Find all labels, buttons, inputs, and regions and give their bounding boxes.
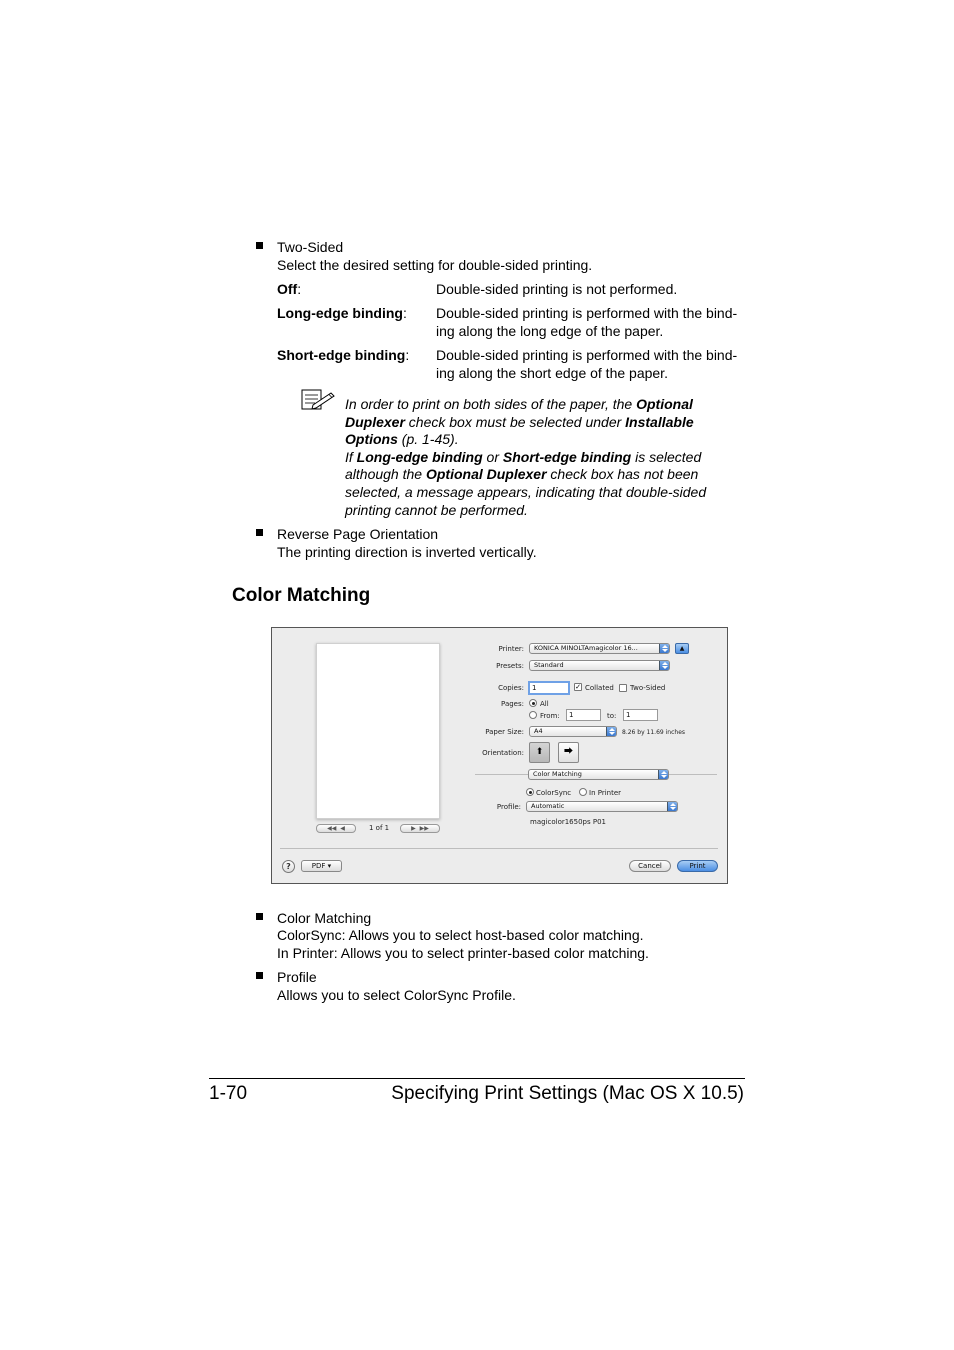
presets-label: Presets: [496,662,524,670]
reverse-desc: The printing direction is inverted vertically. [277,544,537,560]
pages-label: Pages: [501,700,524,708]
print-dialog [271,627,728,884]
term-short-edge: Short-edge binding: [277,347,410,363]
color-matching-line2: In Printer: Allows you to select printer-based color matching. [277,945,649,961]
term-long-edge: Long-edge binding: [277,305,407,321]
pages-to-field[interactable]: 1 [623,709,658,721]
paper-size-popup[interactable]: A4 [529,726,617,737]
profile-title: Profile [277,969,317,985]
collated-checkbox[interactable]: ✓ [575,683,581,691]
in-printer-radio[interactable] [579,788,587,796]
printer-label: Printer: [498,645,524,653]
desc-long-edge: Double-sided printing is performed with the bind- ing along the long edge of the paper. [436,305,738,339]
reverse-title: Reverse Page Orientation [277,526,439,542]
page-preview [316,643,440,819]
presets-popup[interactable]: Standard [529,660,670,671]
collated-label: Collated [585,684,614,692]
orientation-label: Orientation: [482,749,524,757]
color-matching-line1: ColorSync: Allows you to select host-based color matching. [277,927,644,943]
footer-rule [209,1078,745,1079]
print-button[interactable]: Print [677,860,718,872]
paper-dimensions: 8.26 by 11.69 inches [622,729,686,736]
page-count: 1 of 1 [369,824,390,832]
bullet [256,972,263,979]
bullet [256,529,263,536]
cancel-button[interactable]: Cancel [629,860,671,872]
colorsync-radio[interactable] [526,788,534,796]
pdf-button[interactable]: PDF ▾ [301,860,342,872]
profile-name: magicolor1650ps P01 [530,818,606,826]
bullet [256,913,263,920]
note-pencil-icon [301,389,335,411]
pages-from-label: From: [540,712,560,720]
two-sided-checkbox[interactable] [619,684,627,692]
next-last-page-buttons[interactable]: ▶ ▶▶ [400,824,440,833]
page-number: 1-70 [209,1083,248,1104]
bullet [256,242,263,249]
copies-field[interactable]: 1 [528,681,570,695]
pages-from-field[interactable]: 1 [566,709,601,721]
colorsync-label: ColorSync [536,789,572,797]
pages-to-label: to: [607,712,617,720]
profile-popup[interactable]: Automatic [526,801,678,812]
desc-short-edge: Double-sided printing is performed with the bind- ing along the short edge of the paper. [436,347,738,381]
printer-popup[interactable]: KONICA MINOLTAmagicolor 16... [529,643,670,654]
in-printer-label: In Printer [589,789,622,797]
two-sided-label: Two-Sided [630,684,666,692]
pages-all-radio[interactable] [529,699,537,707]
paper-size-label: Paper Size: [485,728,524,736]
color-matching-title: Color Matching [277,910,372,926]
panel-popup[interactable]: Color Matching [528,769,669,780]
two-sided-desc: Select the desired setting for double-sided printing. [277,257,593,273]
profile-label: Profile: [496,803,521,811]
separator [280,848,718,849]
help-button[interactable]: ? [282,860,295,873]
first-prev-page-buttons[interactable]: ◀◀ ◀ [316,824,356,833]
profile-desc: Allows you to select ColorSync Profile. [277,987,516,1003]
pages-from-radio[interactable] [529,711,537,719]
portrait-orientation-button[interactable]: ⬆ [529,742,550,763]
term-off: Off: [277,281,302,297]
duplex-note: In order to print on both sides of the paper, the Optional Duplexer check box must be selected under Installable Options (p. 1-45). If Long-edge binding or Short-edge binding is selected although the Optional Duplexer check box has not been selected, a message appears, indicating that double-sided printing cannot be performed. [345,396,707,518]
section-heading: Color Matching [232,585,371,606]
landscape-orientation-button[interactable]: ⮕ [558,742,579,763]
two-sided-title: Two-Sided [277,239,344,255]
printer-details-toggle[interactable]: ▲ [675,643,689,654]
pages-all-label: All [540,700,549,708]
desc-off: Double-sided printing is not performed. [436,281,678,297]
chapter-title: Specifying Print Settings (Mac OS X 10.5) [391,1083,744,1104]
copies-label: Copies: [498,684,524,692]
